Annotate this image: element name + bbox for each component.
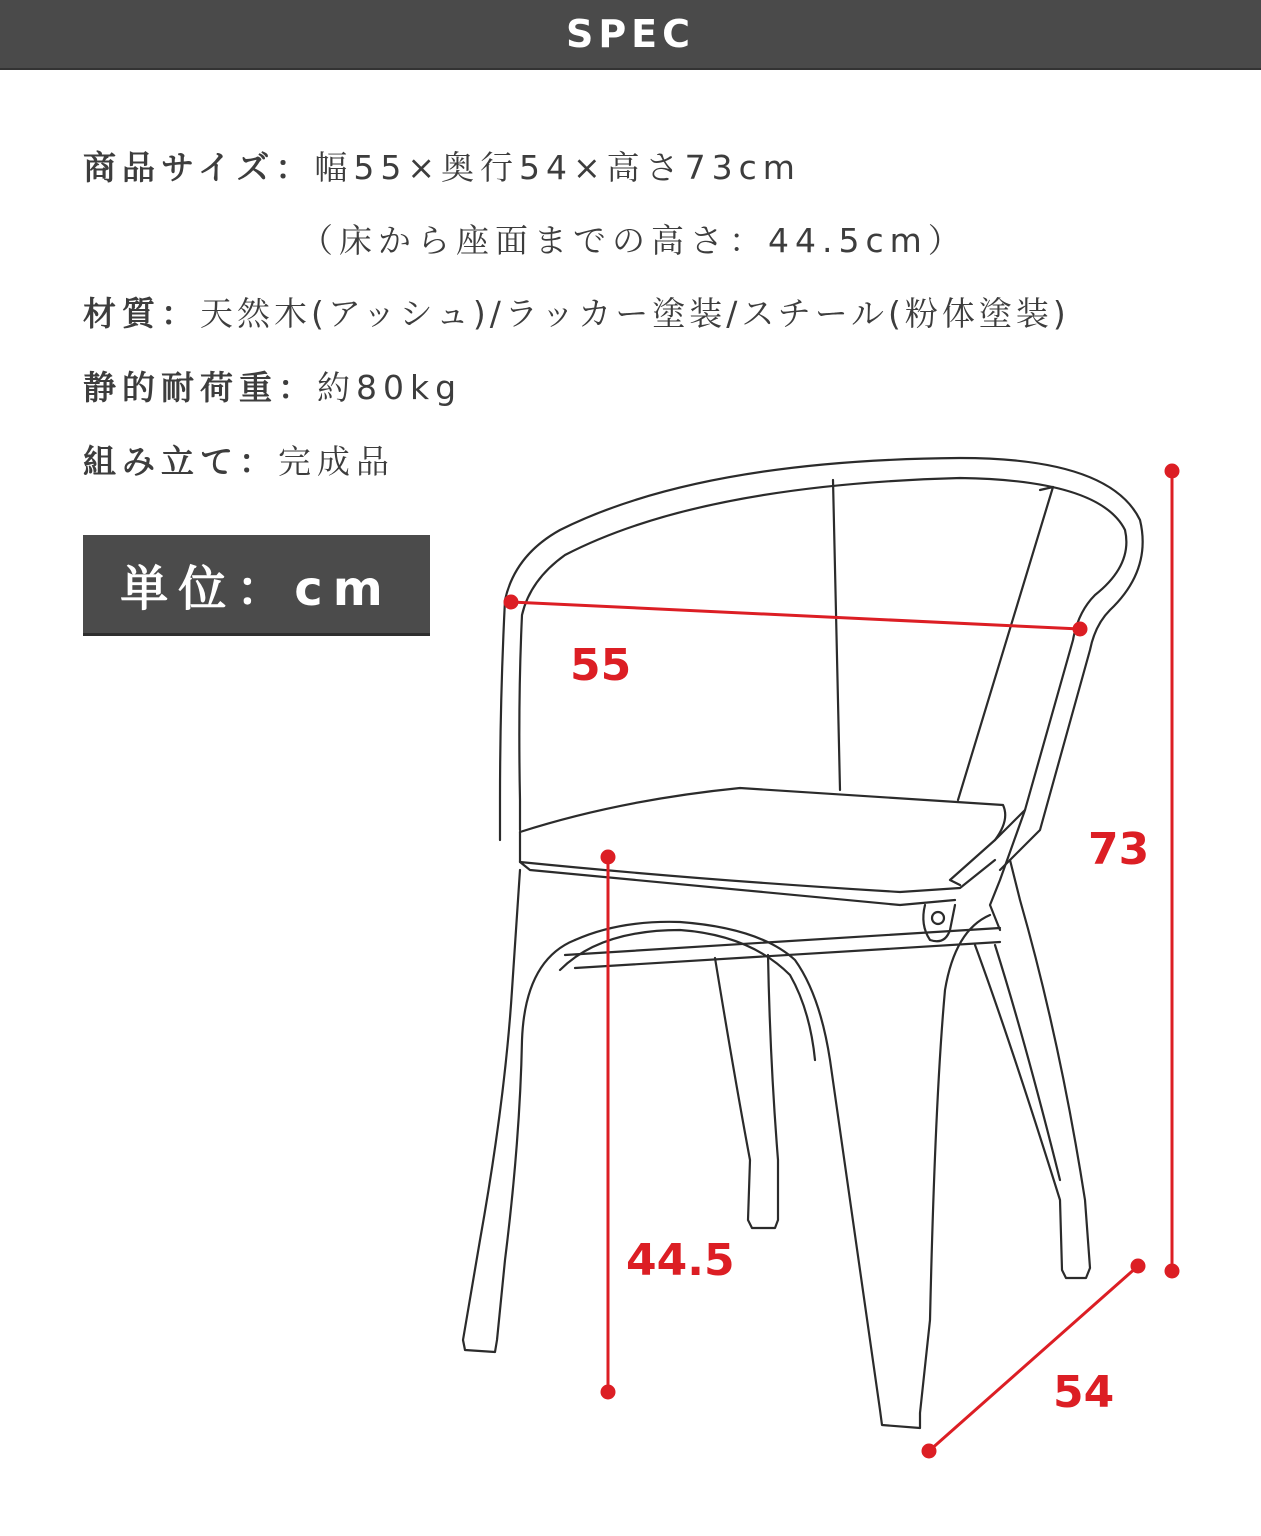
dimension-lines	[505, 465, 1178, 1457]
depth-dimension-line	[929, 1266, 1138, 1451]
depth-label: 54	[1053, 1367, 1115, 1418]
width-dim-start	[505, 596, 517, 608]
unit-label: 単位：cm	[120, 560, 393, 617]
depth-dim-start	[923, 1445, 935, 1457]
assembly-label: 組み立て：	[83, 442, 278, 481]
assembly-value: 完成品	[278, 442, 395, 481]
seat-height-dim-end	[602, 1386, 614, 1398]
load-value: 約80kg	[317, 368, 463, 407]
seat-height-label: 44.5	[626, 1235, 735, 1286]
height-label: 73	[1088, 824, 1150, 875]
seat-height-note-text: （床から座面までの高さ：44.5cm）	[300, 221, 967, 260]
material-value: 天然木(アッシュ)/ラッカー塗装/スチール(粉体塗装)	[200, 294, 1070, 333]
width-dim-end	[1074, 623, 1086, 635]
size-label: 商品サイズ：	[83, 148, 315, 187]
material-label: 材質：	[83, 294, 200, 333]
width-label: 55	[570, 640, 632, 691]
load-label: 静的耐荷重：	[83, 368, 317, 407]
height-dim-end	[1166, 1265, 1178, 1277]
depth-dim-end	[1132, 1260, 1144, 1272]
width-dimension-line	[511, 602, 1080, 629]
header-title: SPEC	[565, 12, 696, 56]
seat-height-dim-start	[602, 851, 614, 863]
size-value: 幅55×奥行54×高さ73cm	[314, 148, 801, 187]
height-dim-start	[1166, 465, 1178, 477]
